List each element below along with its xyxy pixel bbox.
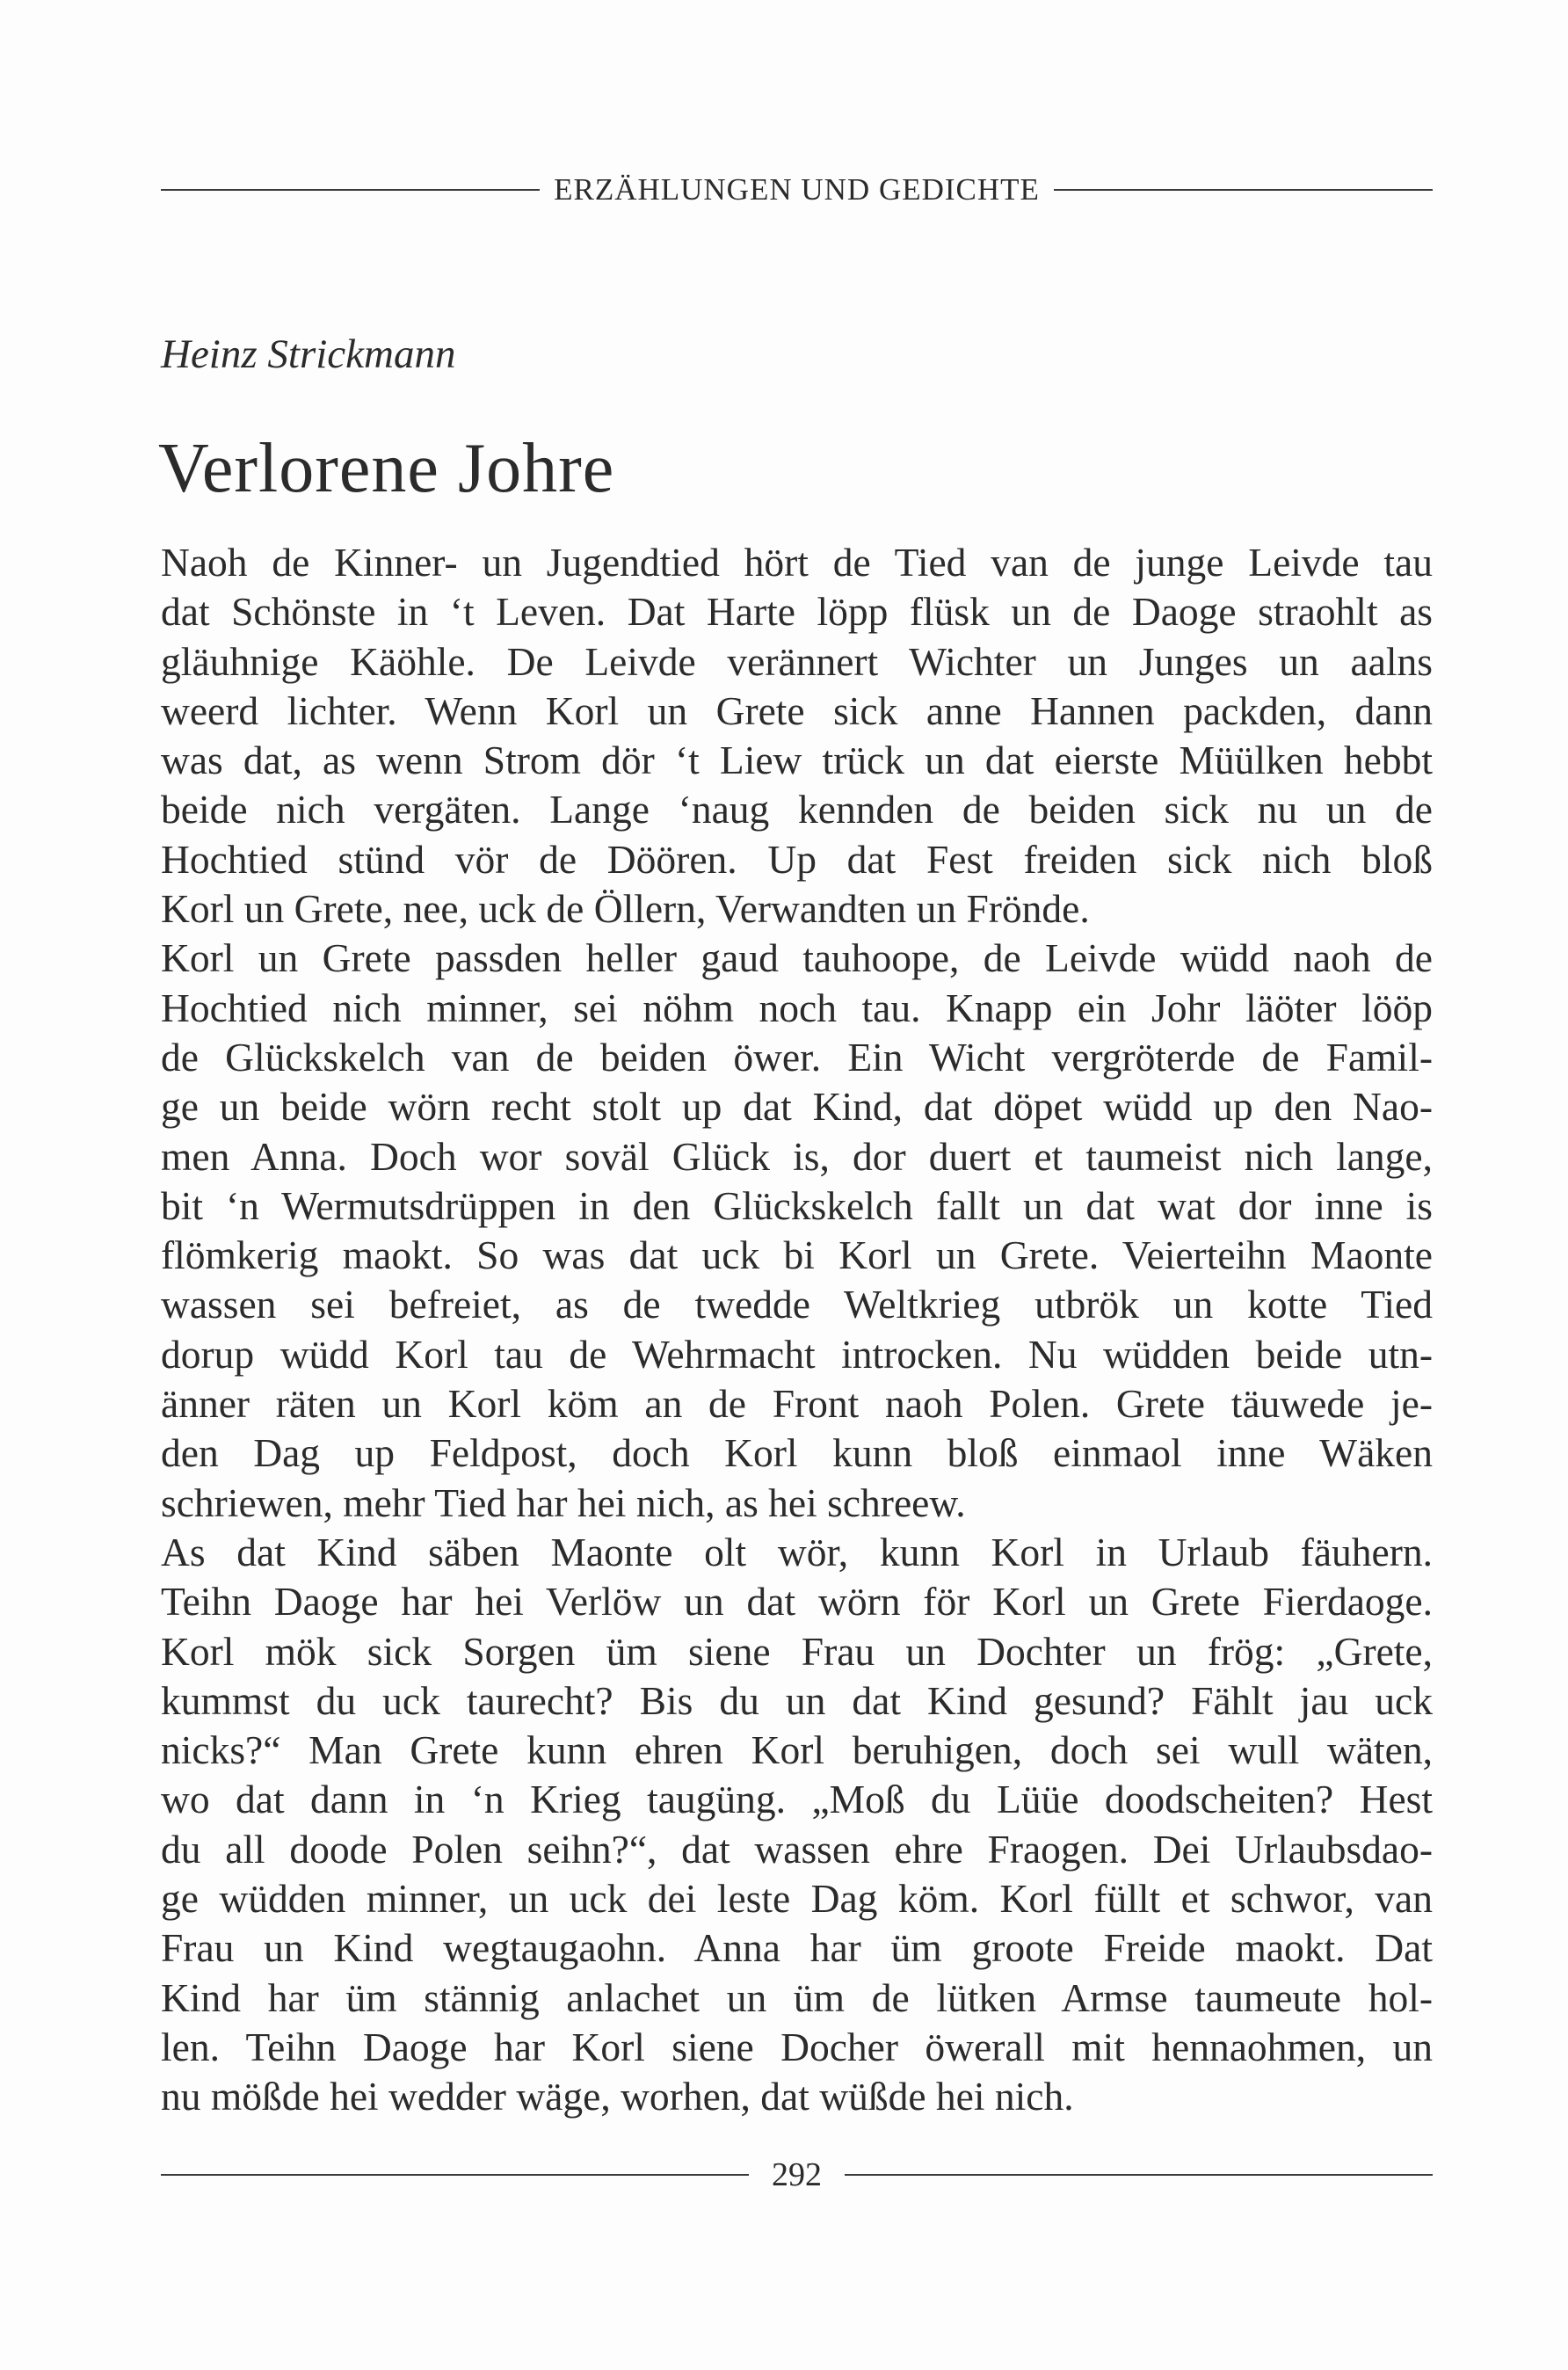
text-line: dorup wüdd Korl tau de Wehrmacht introcken. Nu wüdden beide utn- [161, 1331, 1433, 1377]
text-line: beide nich vergäten. Lange ‘naug kennden de beiden sick nu un de [161, 787, 1433, 832]
text-line: nu mößde hei wedder wäge, worhen, dat wüßde hei nich. [161, 2074, 1074, 2119]
text-line: wassen sei befreiet, as de twedde Weltkrieg utbrök un kotte Tied [161, 1282, 1433, 1327]
text-line: ge wüdden minner, un uck dei leste Dag köm. Korl füllt et schwor, van [161, 1876, 1433, 1922]
text-line: Kind har üm stännig anlachet un üm de lütken Armse taumeute hol- [161, 1974, 1433, 2020]
story-body [161, 538, 1433, 2122]
text-line: men Anna. Doch wor soväl Glück is, dor duert et taumeist nich lange, [161, 1133, 1433, 1179]
text-line: Korl mök sick Sorgen üm siene Frau un Dochter un frög: „Grete, [161, 1628, 1433, 1674]
text-line: len. Teihn Daoge har Korl siene Docher öwerall mit hennaohmen, un [161, 2024, 1433, 2069]
footer-rule-right [845, 2174, 1433, 2176]
text-line: Korl un Grete, nee, uck de Öllern, Verwandten un Frönde. [161, 886, 1090, 932]
text-line: änner räten un Korl köm an de Front naoh Polen. Grete täuwede je- [161, 1381, 1433, 1427]
text-line: nicks?“ Man Grete kunn ehren Korl beruhigen, doch sei wull wäten, [161, 1727, 1433, 1773]
text-line: ge un beide wörn recht stolt up dat Kind, dat döpet wüdd up den Nao- [161, 1084, 1433, 1130]
page-footer [161, 2156, 1433, 2194]
running-head [161, 172, 1433, 207]
text-line: Hochtied nich minner, sei nöhm noch tau. Knapp ein Johr läöter lööp [161, 985, 1433, 1030]
text-line: Naoh de Kinner- un Jugendtied hört de Tied van de junge Leivde tau [161, 540, 1433, 585]
text-line: wo dat dann in ‘n Krieg taugüng. „Moß du Lüüe doodscheiten? Hest [161, 1777, 1433, 1822]
text-line: Frau un Kind wegtaugaohn. Anna har üm groote Freide maokt. Dat [161, 1925, 1433, 1971]
text-line: den Dag up Feldpost, doch Korl kunn bloß einmaol inne Wäken [161, 1430, 1433, 1476]
running-head-rule-left [161, 189, 540, 191]
author-name: Heinz Strickmann [161, 331, 456, 377]
text-line: Korl un Grete passden heller gaud tauhoope, de Leivde wüdd naoh de [161, 935, 1433, 981]
text-line: bit ‘n Wermutsdrüppen in den Glückskelch fallt un dat wat dor inne is [161, 1182, 1433, 1228]
text-line: flömkerig maokt. So was dat uck bi Korl un Grete. Veierteihn Maonte [161, 1232, 1433, 1278]
text-line: du all doode Polen seihn?“, dat wassen ehre Fraogen. Dei Urlaubsdao- [161, 1826, 1433, 1872]
running-head-rule-right [1054, 189, 1433, 191]
text-line: gläuhnige Käöhle. De Leivde verännert Wichter un Junges un aalns [161, 638, 1433, 684]
text-line: schriewen, mehr Tied har hei nich, as hei schreew. [161, 1479, 966, 1525]
page-number: 292 [772, 2156, 822, 2193]
text-line: de Glückskelch van de beiden öwer. Ein Wicht vergröterde de Famil- [161, 1034, 1433, 1080]
text-line: was dat, as wenn Strom dör ‘t Liew trück un dat eierste Müülken hebbt [161, 738, 1433, 783]
footer-rule-left [161, 2174, 749, 2176]
text-line: weerd lichter. Wenn Korl un Grete sick anne Hannen packden, dann [161, 687, 1433, 733]
text-line: Teihn Daoge har hei Verlöw un dat wörn för Korl un Grete Fierdaoge. [161, 1579, 1433, 1625]
story-title: Verlorene Johre [158, 430, 615, 507]
text-line: As dat Kind säben Maonte olt wör, kunn Korl in Urlaub fäuhern. [161, 1529, 1433, 1574]
text-line: kummst du uck taurecht? Bis du un dat Kind gesund? Fählt jau uck [161, 1677, 1433, 1723]
running-head-text: ERZÄHLUNGEN UND GEDICHTE [554, 172, 1040, 207]
text-line: Hochtied stünd vör de Döören. Up dat Fest freiden sick nich bloß [161, 836, 1433, 882]
text-line: dat Schönste in ‘t Leven. Dat Harte löpp flüsk un de Daoge straohlt as [161, 589, 1433, 635]
